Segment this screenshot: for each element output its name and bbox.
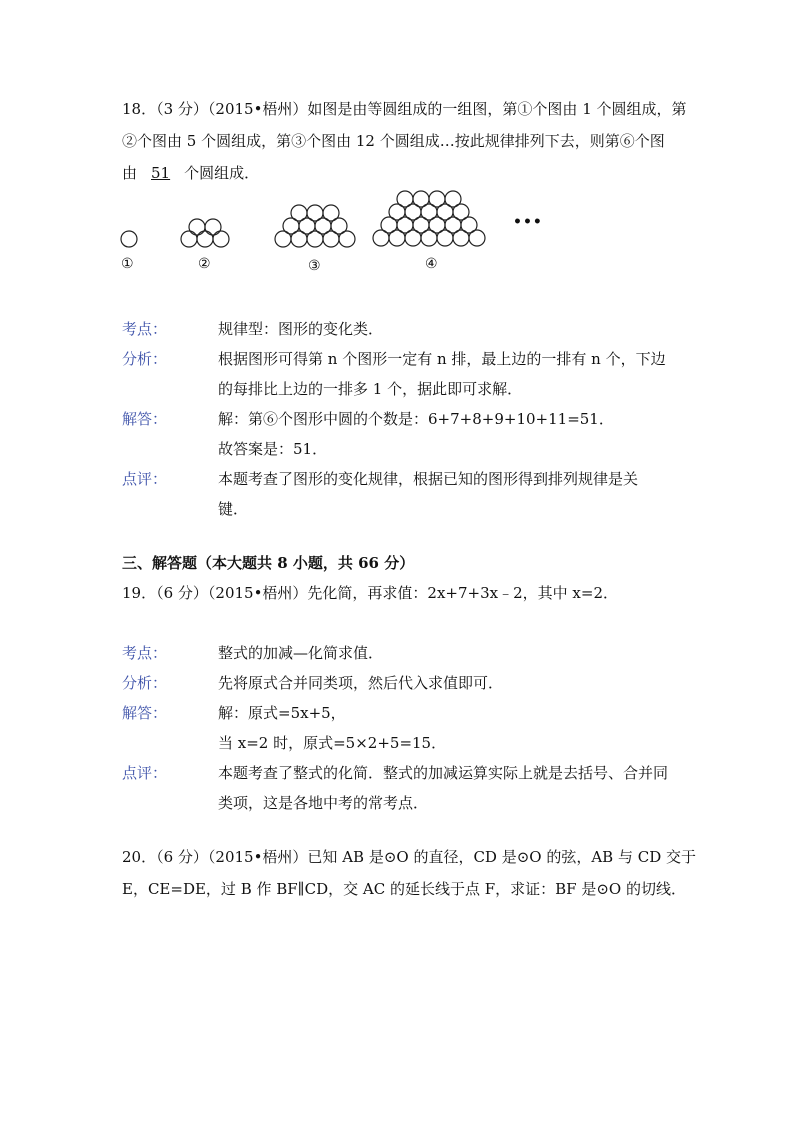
circle-pattern-figure: [110, 180, 570, 250]
q18-dianping-2: 键．: [218, 500, 249, 518]
q18-answer-blank: 51: [151, 164, 171, 182]
fig3-circles: [275, 205, 355, 247]
q18-line-2: ②个图由 5 个圆组成，第③个图由 12 个圆组成…按此规律排列下去，则第⑥个图: [122, 132, 665, 150]
figure-label-1: ①: [121, 256, 134, 272]
q18-dianping-label: 点评：: [122, 470, 168, 488]
q19-dianping-2: 类项，这是各地中考的常考点．: [218, 794, 429, 812]
figure-label-4: ④: [425, 256, 438, 272]
q20-line-2: E，CE=DE，过 B 作 BF∥CD，交 AC 的延长线于点 F，求证：BF 是⊙O 的切线．: [122, 880, 686, 898]
q19-jieda-2: 当 x=2 时，原式=5×2+5=15．: [218, 734, 447, 752]
q20-line-1: 20．（6 分）（2015•梧州）已知 AB 是⊙O 的直径，CD 是⊙O 的弦，AB 与 CD 交于: [122, 848, 697, 866]
q19-line-1: 19．（6 分）（2015•梧州）先化简，再求值：2x+7+3x﹣2，其中 x=2．: [122, 584, 618, 602]
q19-kaodian-label: 考点：: [122, 644, 168, 662]
q18-fenxi-2: 的每排比上边的一排多 1 个，据此即可求解．: [218, 380, 523, 398]
fig1-circle: [121, 231, 137, 247]
q18-kaodian-label: 考点：: [122, 320, 168, 338]
q19-dianping-1: 本题考查了整式的化简．整式的加减运算实际上就是去括号、合并同: [218, 764, 669, 782]
q19-jieda-label: 解答：: [122, 704, 168, 722]
q18-dianping-1: 本题考查了图形的变化规律，根据已知的图形得到排列规律是关: [218, 470, 639, 488]
q18-line-1: 18．（3 分）（2015•梧州）如图是由等圆组成的一组图，第①个图由 1 个圆组成，第: [122, 100, 687, 118]
q19-jieda-1: 解：原式=5x+5，: [218, 704, 346, 722]
q18-line-3-pre: 由: [122, 164, 138, 182]
figure-label-3: ③: [308, 258, 321, 274]
q19-fenxi: 先将原式合并同类项，然后代入求值即可．: [218, 674, 504, 692]
q18-line-3-post: 个圆组成．: [184, 164, 260, 182]
q19-fenxi-label: 分析：: [122, 674, 168, 692]
q19-kaodian: 整式的加减—化简求值．: [218, 644, 384, 662]
q18-jieda-2: 故答案是：51．: [218, 440, 328, 458]
q18-jieda-label: 解答：: [122, 410, 168, 428]
section-title: 三、解答题（本大题共 8 小题，共 66 分）: [122, 554, 415, 572]
figure-label-2: ②: [198, 256, 211, 272]
q19-dianping-label: 点评：: [122, 764, 168, 782]
q18-jieda-1: 解：第⑥个图形中圆的个数是：6+7+8+9+10+11=51．: [218, 410, 614, 428]
fig2-circles: [181, 219, 229, 247]
q18-fenxi-1: 根据图形可得第 n 个图形一定有 n 排，最上边的一排有 n 个，下边: [218, 350, 666, 368]
fig4-circles: [373, 191, 485, 246]
q18-fenxi-label: 分析：: [122, 350, 168, 368]
q18-kaodian: 规律型：图形的变化类．: [218, 320, 384, 338]
figure-ellipsis: •••: [513, 214, 543, 230]
